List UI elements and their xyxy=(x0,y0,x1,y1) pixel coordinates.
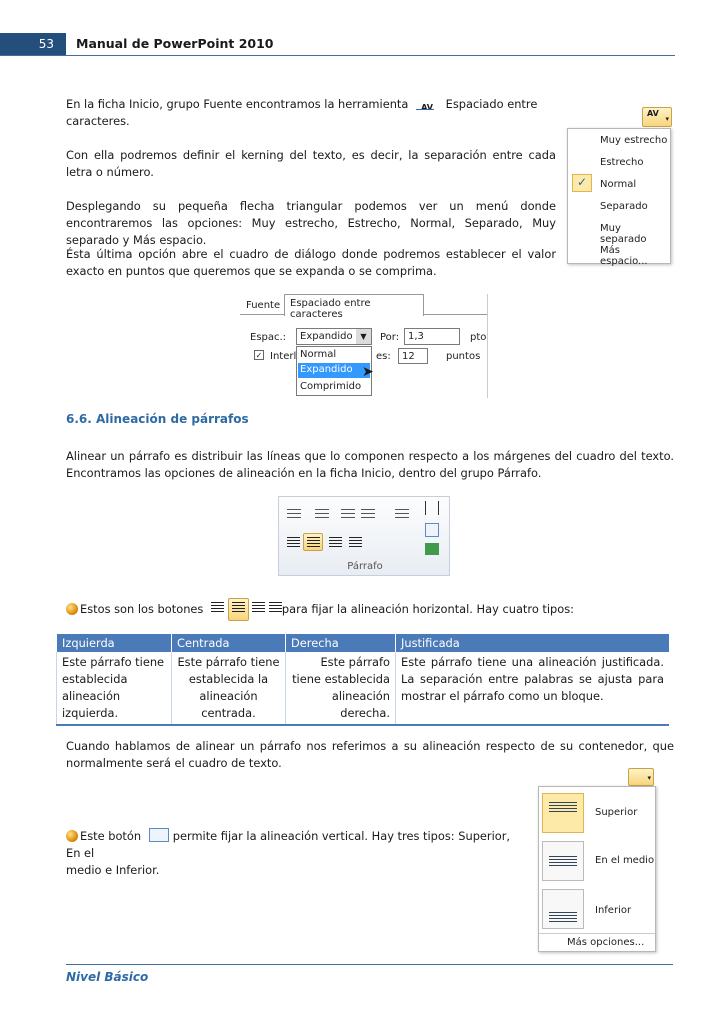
cursor-icon: ➤ xyxy=(362,364,374,380)
numbering-icon[interactable] xyxy=(315,509,329,521)
character-spacing-icon: AV xyxy=(412,99,442,113)
paragraph-align-intro: Alinear un párrafo es distribuir las líneas que lo componen respecto a los márgenes del cuadro del texto. Encontramos las opciones de alineación en la ficha Inicio, dentro del grupo Párrafo. xyxy=(66,449,674,480)
group-label: Párrafo xyxy=(347,561,383,572)
header-centrada: Centrada xyxy=(172,634,286,652)
text: En la ficha Inicio, grupo Fuente encontramos la herramienta xyxy=(66,97,409,111)
align-center-icon[interactable] xyxy=(228,598,249,621)
header-derecha: Derecha xyxy=(286,634,396,652)
chevron-down-icon: ▼ xyxy=(356,329,371,344)
paragraph-dropdown: Desplegando su pequeña flecha triangular podemos ver un menú donde encontraremos las opciones: Muy estrecho, Estrecho, Normal, Separado, Muy separado y Más espacio. xyxy=(66,199,556,247)
es-label: es: xyxy=(376,351,391,362)
menu-item-inferior[interactable]: Inferior xyxy=(595,905,632,916)
spacing-menu xyxy=(567,128,671,267)
paragraph-vertical xyxy=(66,828,526,879)
interl-label: Interl xyxy=(270,351,297,362)
align-right-icon[interactable] xyxy=(252,602,265,616)
cell-justificada: Este párrafo tiene una alineación justificada. La separación entre palabras se ajusta para mostrar el párrafo como un bloque. xyxy=(396,652,670,725)
line-spacing-icon[interactable] xyxy=(395,509,409,521)
espac-label: Espac.: xyxy=(250,332,287,343)
character-spacing-icon: AV xyxy=(647,109,659,118)
bullet-icon xyxy=(66,830,78,842)
por-label: Por: xyxy=(380,332,400,343)
check-icon: ✓ xyxy=(572,174,592,192)
espac-dropdown xyxy=(296,346,372,396)
text: Este botón xyxy=(80,829,142,843)
justify-icon[interactable] xyxy=(349,537,362,551)
menu-item-estrecho[interactable]: Estrecho xyxy=(600,157,644,168)
puntos-label: puntos xyxy=(446,351,481,362)
es-input[interactable]: 12 xyxy=(398,348,428,364)
cell-centrada: Este párrafo tiene establecida la alineación centrada. xyxy=(172,652,286,725)
text-direction-icon[interactable] xyxy=(425,501,439,515)
spacing-dialog xyxy=(240,294,488,398)
header-izquierda: Izquierda xyxy=(57,634,172,652)
align-left-icon[interactable] xyxy=(287,537,300,551)
bullets-icon[interactable] xyxy=(287,509,301,521)
menu-item-mas-opciones[interactable]: Más opciones... xyxy=(567,937,645,948)
increase-indent-icon[interactable] xyxy=(361,509,375,521)
menu-item-muy-estrecho[interactable]: Muy estrecho xyxy=(600,135,668,146)
character-spacing-button[interactable] xyxy=(642,107,672,127)
option-expandido[interactable]: Expandido xyxy=(298,363,370,378)
align-text-icon[interactable] xyxy=(149,828,169,842)
header-justificada: Justificada xyxy=(396,634,670,652)
decrease-indent-icon[interactable] xyxy=(341,509,355,521)
page-number: 53 xyxy=(0,33,66,55)
inferior-icon xyxy=(542,889,584,929)
text: para fijar la alineación horizontal. Hay cuatro tipos: xyxy=(281,602,575,616)
justify-icon[interactable] xyxy=(269,602,282,616)
paragraph-kerning: Con ella podremos definir el kerning del texto, es decir, la separación entre cada letra o número. xyxy=(66,148,556,179)
cell-izquierda: Este párrafo tiene establecida alineación izquierda. xyxy=(57,652,172,725)
align-text-button[interactable] xyxy=(628,768,654,786)
menu-item-separado[interactable]: Separado xyxy=(600,201,648,212)
tab-fuente[interactable]: Fuente xyxy=(246,300,281,311)
menu-item-muy-separado[interactable]: Muy separado xyxy=(600,223,647,245)
chevron-down-icon: ▾ xyxy=(647,774,651,782)
paragraph-dialog: Ésta última opción abre el cuadro de diálogo donde podremos establecer el valor exacto en puntos que queremos que se expanda o se comprima. xyxy=(66,247,556,278)
page-title: Manual de PowerPoint 2010 xyxy=(76,36,274,51)
align-left-icon[interactable] xyxy=(211,602,224,616)
paragraph-group xyxy=(278,496,450,576)
align-right-icon[interactable] xyxy=(329,537,342,551)
alignment-table xyxy=(56,634,669,726)
footer-text: Nivel Básico xyxy=(66,970,149,984)
paragraph-buttons xyxy=(66,598,674,621)
menu-item-en-el-medio[interactable]: En el medio xyxy=(595,855,655,866)
footer-rule xyxy=(66,964,673,965)
option-normal[interactable]: Normal xyxy=(300,349,337,360)
section-title: 6.6. Alineación de párrafos xyxy=(66,412,249,426)
paragraph-intro xyxy=(66,96,556,130)
middle-icon xyxy=(542,841,584,881)
menu-item-superior[interactable]: Superior xyxy=(595,807,638,818)
text: medio e Inferior. xyxy=(66,863,160,877)
superior-icon xyxy=(542,793,584,833)
menu-item-mas-espacio[interactable]: Más espacio... xyxy=(600,245,648,267)
chevron-down-icon: ▾ xyxy=(665,115,669,123)
espac-select[interactable]: Expandido xyxy=(296,328,372,345)
header-rule xyxy=(0,55,675,56)
text: permite fijar la alineación vertical. Hay tres tipos: Superior, En el xyxy=(66,829,511,860)
bullet-icon xyxy=(66,603,78,615)
por-input[interactable]: 1,3 xyxy=(404,328,460,345)
text: caracteres. xyxy=(66,114,130,128)
text: Espaciado entre xyxy=(445,97,538,111)
paragraph-container: Cuando hablamos de alinear un párrafo nos referimos a su alineación respecto de su contenedor, que normalmente será el cuadro de texto. xyxy=(66,739,674,770)
tab-espaciado[interactable]: Espaciado entre caracteres xyxy=(284,294,424,316)
menu-item-normal[interactable]: Normal xyxy=(600,179,637,190)
smartart-icon[interactable] xyxy=(425,543,439,555)
interline-checkbox[interactable]: ✓ xyxy=(255,351,263,360)
align-center-icon[interactable] xyxy=(303,533,323,551)
pto-label: pto xyxy=(470,332,487,343)
option-comprimido[interactable]: Comprimido xyxy=(300,381,362,392)
align-text-icon[interactable] xyxy=(425,523,439,537)
text: Estos son los botones xyxy=(80,602,204,616)
cell-derecha: Este párrafo tiene establecida alineación derecha. xyxy=(286,652,396,725)
vertical-align-menu xyxy=(538,786,656,952)
